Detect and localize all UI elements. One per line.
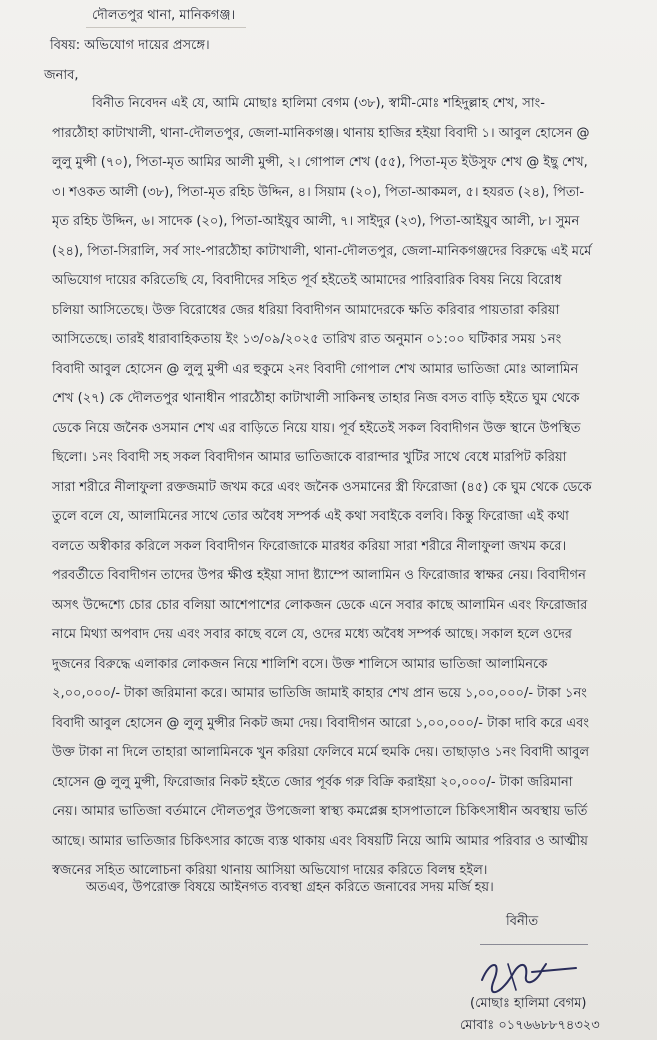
body-line: আছে। আমার ভাতিজার চিকিৎসার কাজে ব্যস্ত থাকায় এবং বিষয়টি নিয়ে আমি আমার পরিবার ও আত্মীয় bbox=[52, 834, 588, 849]
closing-paragraph: অতএব, উপরোক্ত বিষয়ে আইনগত ব্যবস্থা গ্রহন করিতে জনাবের সদয় মর্জি হয়। bbox=[86, 880, 494, 895]
body-line: ৩। শওকত আলী (৩৮), পিতা-মৃত রহিচ উদ্দিন, ৪। সিয়াম (২০), পিতা-আকমল, ৫। হযরত (২৪), পিতা- bbox=[52, 185, 585, 200]
body-line: শেখ (২৭) কে দৌলতপুর থানাধীন পারঠৌহা কাটাখালী সাকিনস্থ তাহার নিজ বসত বাড়ি হইতে ঘুম থেকে bbox=[52, 391, 580, 406]
body-line: সারা শরীরে নীলাফুলা রক্তজমাট জখম করে এবং জনৈক ওসমানের স্ত্রী ফিরোজা (৪৫) কে ঘুম থেকে ডেকে bbox=[52, 480, 592, 495]
header-divider bbox=[86, 27, 246, 28]
body-line: ডেকে নিয়ে জনৈক ওসমান শেখ এর বাড়িতে নিয়ে যায়। পূর্ব হইতেই সকল বিবাদীগন উক্ত স্থানে উপস্থিত bbox=[52, 421, 581, 436]
body-line: পারঠৌহা কাটাখালী, থানা-দৌলতপুর, জেলা-মানিকগঞ্জ। থানায় হাজির হইয়া বিবাদী ১। আবুল হোসেন @ bbox=[52, 126, 590, 141]
body-line: বিবাদী আবুল হোসেন @ লুলু মুন্সী এর হুকুমে ২নং বিবাদী গোপাল শেখ আমার ভাতিজা মোঃ আলামিন bbox=[52, 362, 579, 377]
address-line: দৌলতপুর থানা, মানিকগঞ্জ। bbox=[92, 8, 236, 23]
body-line: বলতে অস্বীকার করিলে সকল বিবাদীগন ফিরোজাকে মারধর করিয়া সারা শরীরে নীলাফুলা জখম করে। bbox=[52, 539, 567, 554]
body-line: নামে মিথ্যা অপবাদ দেয় এবং সবার কাছে বলে যে, ওদের মধ্যে অবৈধ সম্পর্ক আছে। সকাল হলে ওদের bbox=[52, 627, 572, 642]
subject-line: বিষয়: অভিযোগ দায়ের প্রসঙ্গে। bbox=[50, 38, 210, 53]
body-line: লুলু মুন্সী (৭০), পিতা-মৃত আমির আলী মুন্সী, ২। গোপাল শেখ (৫৫), পিতা-মৃত ইউসুফ শেখ @ ইছু শেখ, bbox=[52, 155, 588, 170]
body-line: চলিয়া আসিতেছে। উক্ত বিরোধের জের ধরিয়া বিবাদীগন আমাদেরকে ক্ষতি করিবার পায়তারা করিয়া bbox=[52, 303, 560, 318]
body-line: বিবাদী আবুল হোসেন @ লুলু মুন্সীর নিকট জমা দেয়। বিবাদীগন আরো ১,০০,০০০/- টাকা দাবি করে এবং bbox=[52, 716, 589, 731]
body-line: অভিযোগ দায়ের করিতেছি যে, বিবাদীদের সহিত পূর্ব হইতেই আমাদের পারিবারিক বিষয় নিয়ে বিরোধ bbox=[52, 273, 562, 288]
body-line: বিনীত নিবেদন এই যে, আমি মোছাঃ হালিমা বেগম (৩৮), স্বামী-মোঃ শহিদুল্লাহ শেখ, সাং- bbox=[92, 96, 545, 111]
body-line: স্বজনের সহিত আলোচনা করিয়া থানায় আসিয়া অভিযোগ দায়ের করিতে বিলম্ব হইল। bbox=[52, 863, 488, 878]
body-line: ২,০০,০০০/- টাকা জরিমানা করে। আমার ভাতিজি জামাই কাহার শেখ প্রান ভয়ে ১,০০,০০০/- টাকা ১নং bbox=[52, 686, 587, 701]
body-line: হোসেন @ লুলু মুন্সী, ফিরোজার নিকট হইতে জোর পূর্বক গরু বিক্রি করাইয়া ২০,০০০/- টাকা জরিমানা bbox=[52, 775, 573, 790]
body-line: নেয়। আমার ভাতিজা বর্তমানে দৌলতপুর উপজেলা স্বাস্থ্য কমপ্লেক্স হাসপাতালে চিকিৎসাধীন অবস্থায় ভর্তি bbox=[52, 804, 588, 819]
body-line: (২৪), পিতা-সিরালি, সর্ব সাং-পারঠৌহা কাটাখালী, থানা-দৌলতপুর, জেলা-মানিকগঞ্জদের বিরুদ্ধে এই মর্মে bbox=[52, 244, 592, 259]
handwritten-signature bbox=[472, 950, 582, 1002]
valediction: বিনীত bbox=[506, 914, 539, 929]
salutation: জনাব, bbox=[44, 68, 79, 83]
signatory-phone: মোবাঃ ০১৭৬৬৮৮৭৪৩২৩ bbox=[460, 1018, 600, 1033]
body-line: অসৎ উদ্দেশ্যে চোর চোর বলিয়া আশেপাশের লোকজন ডেকে এনে সবার কাছে আলামিন এবং ফিরোজার bbox=[52, 598, 588, 613]
signatory-name: (মোছাঃ হালিমা বেগম) bbox=[470, 996, 587, 1011]
body-line: তুলে বলে যে, আলামিনের সাথে তোর অবৈধ সম্পর্ক এই কথা সবাইকে বলবি। কিন্তু ফিরোজা এই কথা bbox=[52, 509, 569, 524]
body-line: উক্ত টাকা না দিলে তাহারা আলামিনকে খুন করিয়া ফেলিবে মর্মে হুমকি দেয়। তাছাড়াও ১নং বিবাদী আবুল bbox=[52, 745, 590, 760]
body-line: পরবর্তীতে বিবাদীগন তাদের উপর ক্ষীপ্ত হইয়া সাদা ষ্ট্যাম্পে আলামিন ও ফিরোজার স্বাক্ষর নেয়। বিবাদীগন bbox=[52, 568, 586, 583]
body-line: মৃত রহিচ উদ্দিন, ৬। সাদেক (২০), পিতা-আইয়ুব আলী, ৭। সাইদুর (২৩), পিতা-আইয়ুব আলী, ৮। সুমন bbox=[52, 214, 580, 229]
body-line: আসিতেছে। তারই ধারাবাহিকতায় ইং ১৩/০৯/২০২৫ তারিখ রাত অনুমান ০১:০০ ঘটিকার সময় ১নং bbox=[52, 332, 562, 347]
body-line: দুজনের বিরুদ্ধে এলাকার লোকজন নিয়ে শালিশি বসে। উক্ত শালিসে আমার ভাতিজা আলামিনকে bbox=[52, 657, 548, 672]
valediction-underline bbox=[480, 944, 588, 945]
body-line: ছিলো। ১নং বিবাদী সহ সকল বিবাদীগন আমার ভাতিজাকে বারান্দার খুটির সাথে বেধে মারপিট করিয়া bbox=[52, 450, 567, 465]
